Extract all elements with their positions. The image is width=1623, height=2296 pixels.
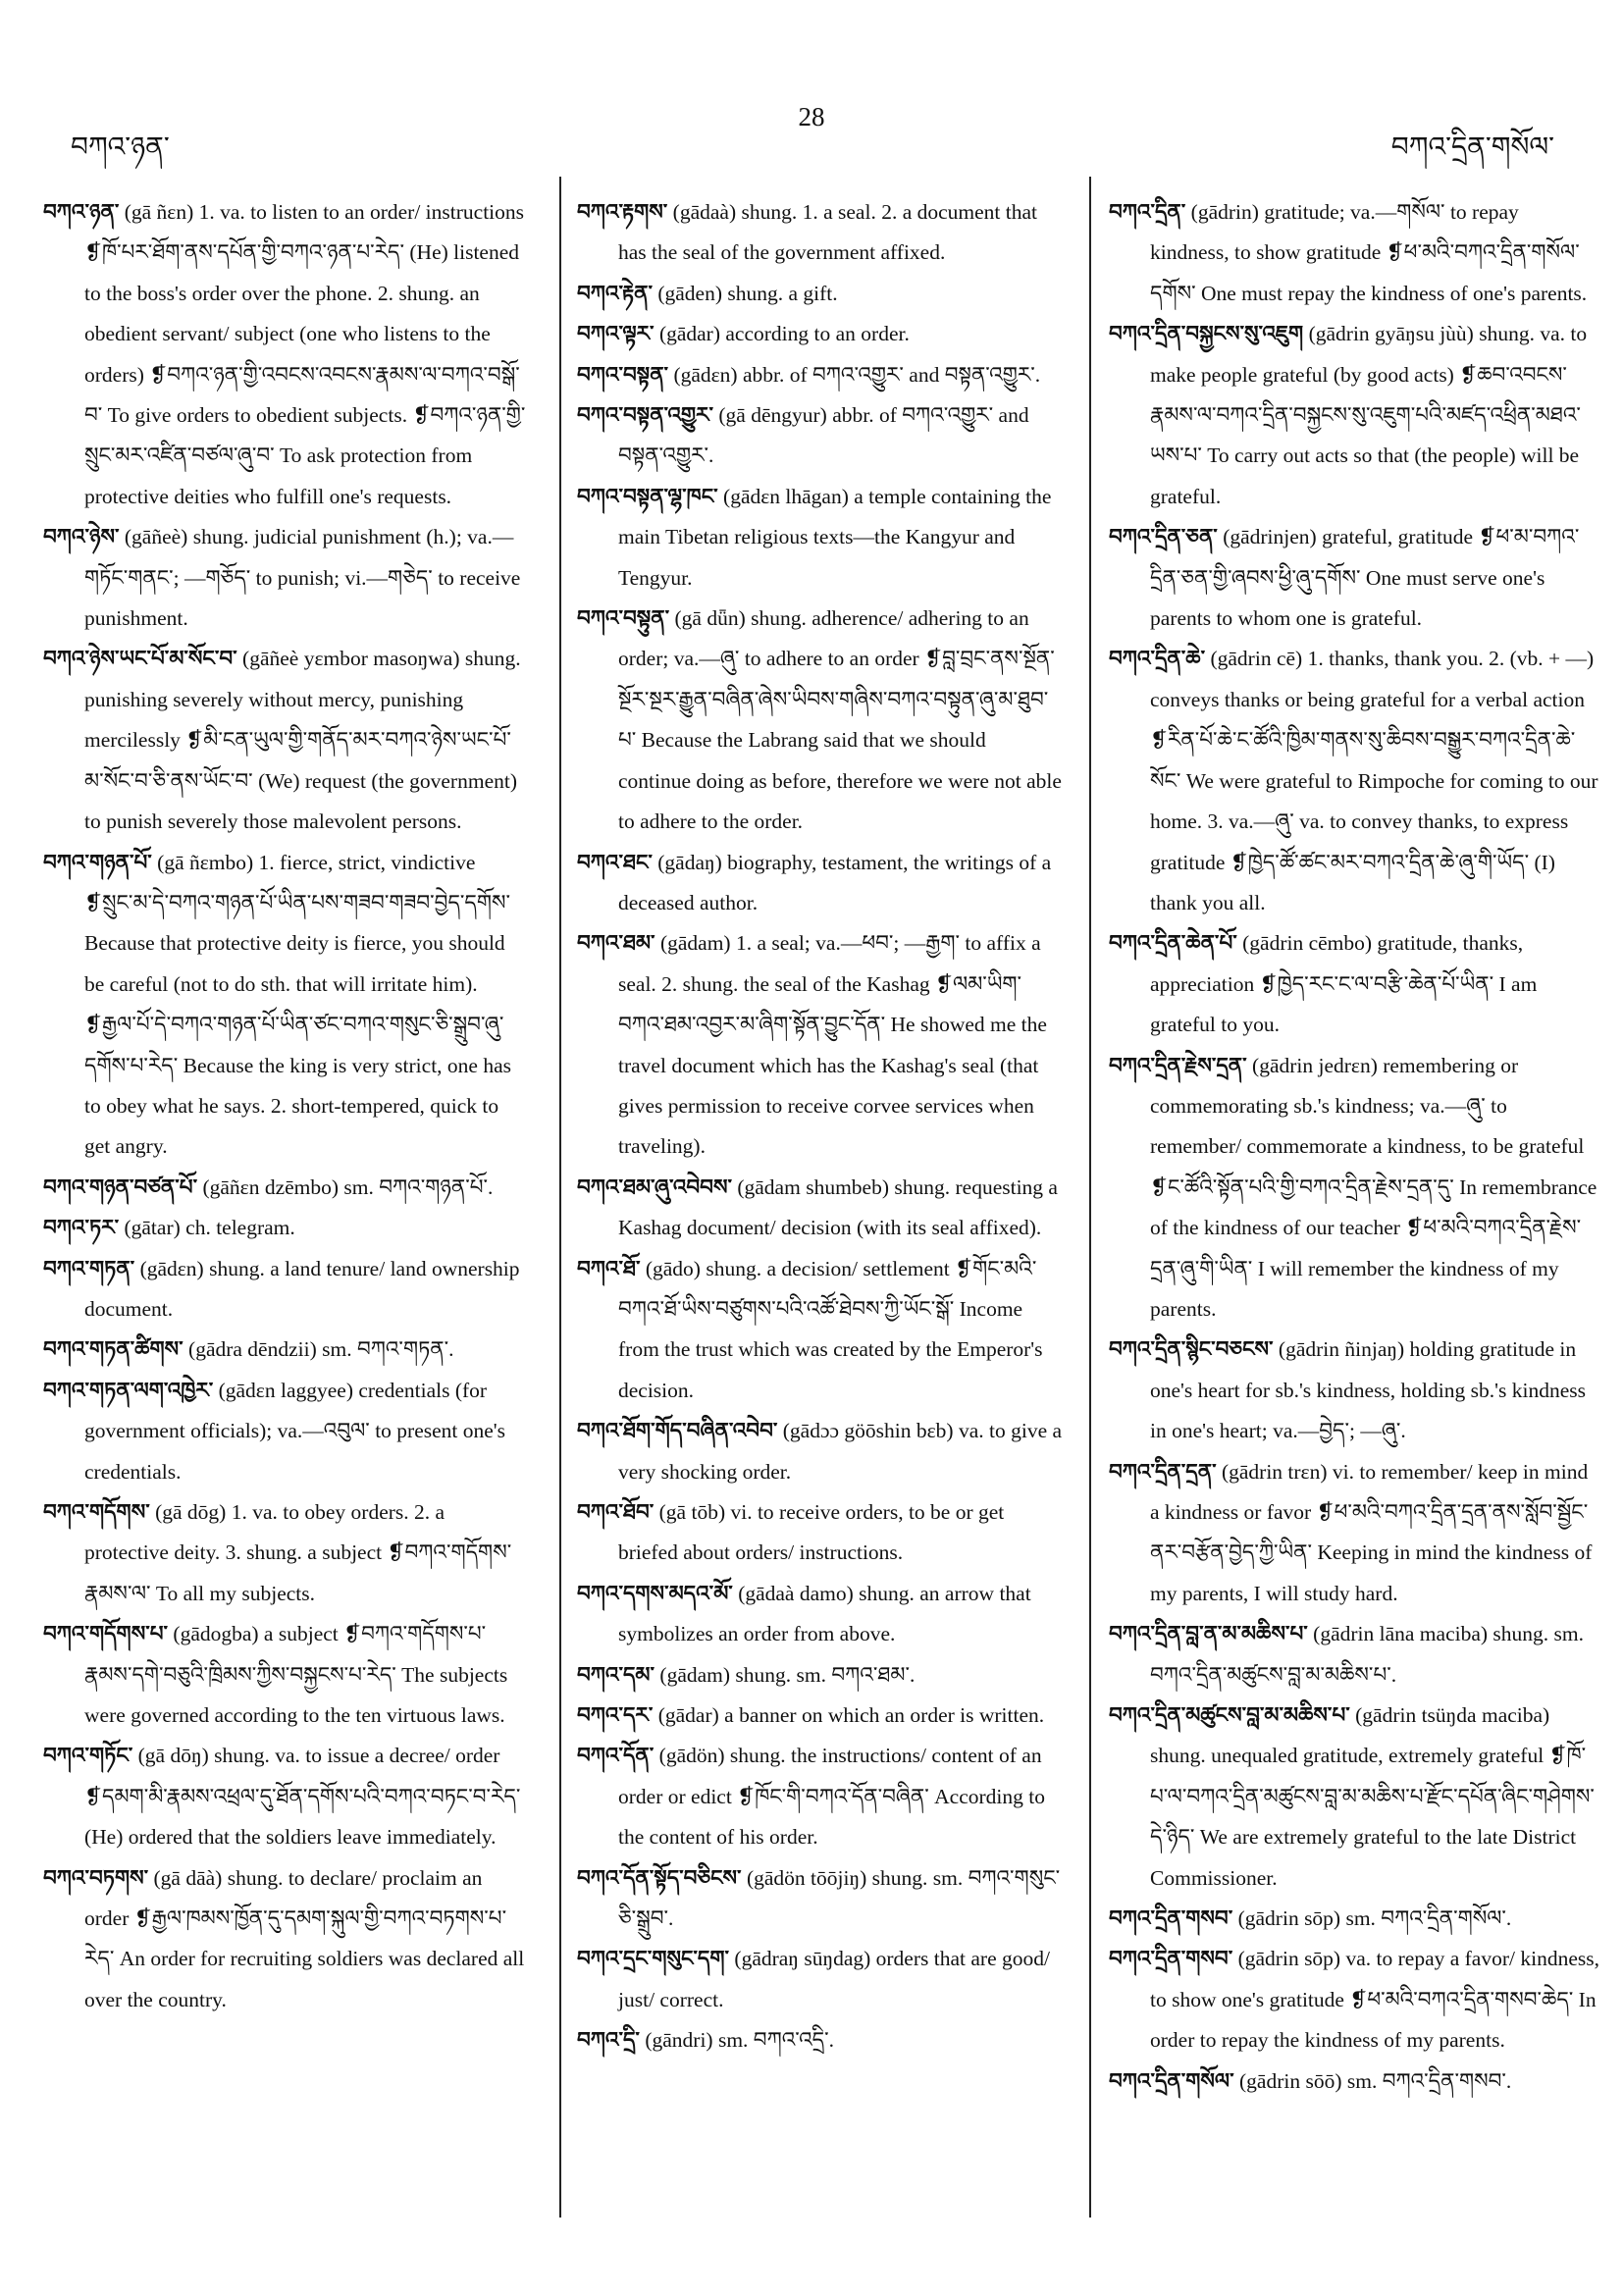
entry-headword: བཀའ་དོན་སྟོད་བཅིངས་ — [577, 1865, 742, 1891]
entry-definition: (gādrin trɛn) vi. to remember/ keep in mind a kindness or favor ❡ཕ་མའི་བཀའ་དྲིན་དྲན་ནས་སློབ་སྦྱོང་ནར་བརྩོན་བྱེད་ཀྱི་ཡིན་ Keeping in mind the kindness of my parents, I will study hard. — [1150, 1459, 1593, 1605]
dictionary-entry — [577, 1574, 1063, 1655]
entry-definition: (gādön tōōjiŋ) shung. sm. བཀའ་གསུང་ཅི་སྒྲུབ་. — [618, 1865, 1061, 1931]
dictionary-entry — [1109, 2061, 1599, 2102]
column-3 — [1109, 192, 1599, 2102]
entry-definition: (gādogba) a subject ❡བཀའ་གདོགས་པ་རྣམས་དགེ་བཅུའི་ཁྲིམས་ཀྱིས་བསྐྱངས་པ་རེད་ The subjects were governed according to the ten virtuous laws. — [84, 1622, 508, 1728]
entry-headword: བཀའ་བསྟན་ — [577, 362, 669, 388]
entry-headword: བཀའ་ཐོག་གོད་བཞིན་འབེབ་ — [577, 1419, 778, 1444]
entry-definition: (gādra dēndzii) sm. བཀའ་གཏན་. — [188, 1337, 454, 1362]
entry-headword: བཀའ་དྲི་ — [577, 2028, 640, 2054]
dictionary-entry — [43, 1371, 529, 1492]
entry-definition: (gādrin gyāŋsu jùù) shung. va. to make people grateful (by good acts) ❡ཆབ་འབངས་རྣམས་ལ་བཀའ་དྲིན་བསྐྱངས་སུ་འཇུག་པའི་མཛད་འཕྲིན་མཐའ་ཡས་པ་ To carry out acts so that (the people) will be grateful. — [1150, 322, 1588, 508]
entry-definition: (gādraŋ sūŋdag) orders that are good/ just/ correct. — [618, 1947, 1050, 2011]
dictionary-entry — [43, 517, 529, 639]
entry-headword: བཀའ་ཐོབ་ — [577, 1500, 654, 1525]
dictionary-entry — [43, 1614, 529, 1736]
entry-definition: (gādɛn) shung. a land tenure/ land ownership document. — [84, 1256, 520, 1321]
page-number: 28 — [798, 102, 825, 131]
entry-definition: (gādaà) shung. 1. a seal. 2. a document that has the seal of the government affixed. — [618, 200, 1038, 265]
dictionary-entry — [577, 355, 1063, 395]
dictionary-entry — [577, 274, 1063, 314]
entry-definition: (gādɛn) abbr. of བཀའ་འགྱུར་ and བསྟན་འགྱུར་. — [673, 362, 1041, 387]
entry-definition: (gādrin ñinjaŋ) holding gratitude in one's heart for sb.'s kindness, holding sb.'s kindness in one's heart; va.—བྱེད་; —ཞུ་. — [1150, 1337, 1586, 1443]
dictionary-entry — [577, 1696, 1063, 1736]
entry-definition: (gāñeè yɛmbor masoŋwa) shung. punishing severely without mercy, punishing mercilessly ❡མི་ངན་ཡུལ་གྱི་གནོད་མར་བཀའ་ཉེས་ཡང་པོ་མ་སོང་བ་ཅི་ནས་ཡོང་བ་ (We) request (the government) to punish severely those malevolent persons. — [84, 647, 521, 834]
entry-definition: (gādrin lāna maciba) shung. sm. བཀའ་དྲིན་མཚུངས་བླ་མ་མཆིས་པ་. — [1150, 1622, 1584, 1687]
entry-headword: བཀའ་གཏན་ — [43, 1256, 135, 1281]
entry-definition: (gādɛn laggyee) credentials (for government officials); va.—འབུལ་ to present one's credentials. — [84, 1378, 506, 1484]
entry-definition: (gādaŋ) biography, testament, the writings of a deceased author. — [618, 850, 1052, 914]
dictionary-entry — [43, 1208, 529, 1248]
entry-headword: བཀའ་ཐོ་ — [577, 1256, 641, 1281]
dictionary-entry — [577, 1655, 1063, 1696]
entry-definition: (gādrin sōp) sm. བཀའ་དྲིན་གསོལ་. — [1237, 1906, 1512, 1931]
entry-headword: བཀའ་དྲིན་ཆེ་ — [1109, 647, 1206, 672]
dictionary-entry — [1109, 517, 1599, 639]
entry-headword: བཀའ་ཐམ་ — [577, 931, 655, 957]
entry-headword: བཀའ་བསྟུན་ — [577, 606, 670, 632]
dictionary-entry — [577, 1168, 1063, 1249]
dictionary-entry — [577, 1858, 1063, 1940]
entry-headword: བཀའ་ལྟར་ — [577, 322, 654, 347]
dictionary-entry — [1109, 639, 1599, 923]
entry-headword: བཀའ་གདོགས་ — [43, 1500, 150, 1525]
dictionary-entry — [43, 639, 529, 842]
entry-definition: (gādrinjen) grateful, gratitude ❡ཕ་མ་བཀའ་དྲིན་ཅན་གྱི་ཞབས་ཕྱི་ཞུ་དགོས་ One must serve one's parents to whom one is grateful. — [1150, 525, 1580, 631]
entry-definition: (gā dōg) 1. va. to obey orders. 2. a protective deity. 3. shung. a subject ❡བཀའ་གདོགས་རྣམས་ལ་ To all my subjects. — [84, 1500, 512, 1605]
dictionary-entry — [577, 1736, 1063, 1857]
entry-definition: (gādam) 1. a seal; va.—ཕབ་; —རྒྱག་ to affix a seal. 2. shung. the seal of the Kashag ❡ལམ་ཡིག་བཀའ་ཐམ་འབྱར་མ་ཞིག་སྟོན་བྱུང་དོན་ He showed me the travel document which has the Kashag's seal (that gives permission to receive corvee services when traveling). — [618, 931, 1047, 1159]
entry-headword: བཀའ་དྲིན་རྗེས་དྲན་ — [1109, 1053, 1247, 1078]
entry-definition: (gāden) shung. a gift. — [657, 281, 838, 305]
dictionary-entry — [43, 1330, 529, 1370]
dictionary-entry — [577, 395, 1063, 477]
entry-definition: (gāndri) sm. བཀའ་འདྲི་. — [645, 2028, 835, 2053]
entry-definition: (gā dōŋ) shung. va. to issue a decree/ order ❡དམག་མི་རྣམས་འཕྲལ་དུ་ཐོན་དགོས་པའི་བཀའ་བཏང་བ་རེད་ (He) ordered that the soldiers leave immediately. — [84, 1744, 521, 1850]
dictionary-entry — [43, 1492, 529, 1614]
entry-headword: བཀའ་དྲིན་གསབ་ — [1109, 1906, 1233, 1932]
dictionary-entry — [43, 1249, 529, 1331]
dictionary-entry — [577, 2020, 1063, 2061]
entry-definition: (gādar) a banner on which an order is written. — [657, 1703, 1045, 1728]
dictionary-entry — [577, 843, 1063, 924]
entry-headword: བཀའ་ཉེས་ — [43, 525, 120, 550]
entry-definition: (gādön) shung. the instructions/ content of an order or edict ❡ཁོང་གི་བཀའ་དོན་བཞིན་ According to the content of his order. — [618, 1744, 1046, 1850]
entry-definition: (gāñɛn dzēmbo) sm. བཀའ་གཉན་པོ་. — [202, 1174, 494, 1199]
entry-definition: (gādam) shung. sm. བཀའ་ཐམ་. — [659, 1662, 916, 1687]
dictionary-entry — [577, 477, 1063, 599]
entry-definition: (gādɛn lhāgan) a temple containing the main Tibetan religious texts—the Kangyur and Tengyur. — [618, 484, 1052, 590]
entry-headword: བཀའ་ཐང་ — [577, 850, 653, 875]
entry-headword: བཀའ་དྲིན་བླ་ན་མ་མཆིས་པ་ — [1109, 1622, 1308, 1647]
entry-headword: བཀའ་ཏར་ — [43, 1216, 120, 1241]
dictionary-entry — [1109, 1696, 1599, 1899]
dictionary-entry — [577, 314, 1063, 354]
entry-definition: (gā dāà) shung. to declare/ proclaim an order ❡རྒྱལ་ཁམས་ཁྱོན་དུ་དམག་སྐུལ་གྱི་བཀའ་བཏགས་པ་རེད་ An order for recruiting soldiers was declared all over the country. — [84, 1865, 525, 2011]
entry-definition: (gādɔɔ göōshin bɛb) va. to give a very shocking order. — [618, 1419, 1063, 1484]
entry-definition: (gā tōb) vi. to receive orders, to be or get briefed about orders/ instructions. — [618, 1500, 1005, 1565]
entry-headword: བཀའ་དྲིན་གསོལ་ — [1109, 2068, 1234, 2094]
entry-headword: བཀའ་རྟེན་ — [577, 281, 653, 306]
dictionary-entry — [1109, 1452, 1599, 1615]
entry-definition: (gādrin sōō) sm. བཀའ་དྲིན་གསབ་. — [1239, 2068, 1512, 2093]
entry-headword: བཀའ་དགས་མདའ་མོ་ — [577, 1581, 733, 1606]
dictionary-entry — [1109, 314, 1599, 517]
dictionary-entry — [43, 843, 529, 1168]
page-header-left: བཀའ་ཉན་ — [71, 132, 170, 163]
entry-definition: (gādam shumbeb) shung. requesting a Kashag document/ decision (with its seal affixed). — [618, 1174, 1058, 1240]
entry-definition: (gā dǖn) shung. adherence/ adhering to an order; va.—ཞུ་ to adhere to an order ❡བླ་བྲང་ནས་སྔོན་སྔོར་སྔར་རྒྱུན་བཞིན་ཞེས་ཡིབས་གཞིས་བཀའ་བསྟུན་ཞུ་མ་ཐུབ་པ་ Because the Labrang said that we should continue doing as before, therefore we were not able to adhere to the order. — [618, 606, 1062, 834]
entry-headword: བཀའ་དྲིན་མཚུངས་བླ་མ་མཆིས་པ་ — [1109, 1703, 1350, 1729]
dictionary-entry — [43, 1736, 529, 1857]
entry-headword: བཀའ་དྲང་གསུང་དག་ — [577, 1947, 730, 1972]
entry-definition: (gādo) shung. a decision/ settlement ❡གོང་མའི་བཀའ་ཐོ་ཡིས་བཙུགས་པའི་འཚོ་ཐེབས་ཀྱི་ཡོང་སྒོ་ Income from the trust which was created by the Emperor's decision. — [618, 1256, 1043, 1402]
entry-headword: བཀའ་དམ་ — [577, 1662, 655, 1688]
entry-definition: (gā dēngyur) abbr. of བཀའ་འགྱུར་ and བསྟན་འགྱུར་. — [618, 403, 1029, 468]
dictionary-entry — [1109, 192, 1599, 314]
entry-definition: (gādrin cēmbo) gratitude, thanks, appreciation ❡ཁྱེད་རང་ང་ལ་བརྩི་ཆེན་པོ་ཡིན་ I am grateful to you. — [1150, 931, 1538, 1037]
entry-headword: བཀའ་གཏན་ཚིགས་ — [43, 1337, 183, 1363]
entry-headword: བཀའ་དྲིན་ཆེན་པོ་ — [1109, 931, 1237, 957]
dictionary-entry — [43, 192, 529, 517]
dictionary-entry — [1109, 1046, 1599, 1331]
entry-headword: བཀའ་ཐམ་ཞུ་འབེབས་ — [577, 1174, 732, 1200]
entry-headword: བཀའ་དྲིན་བསྐྱངས་སུ་འཇུག — [1109, 322, 1304, 347]
entry-definition: (gādrin tsüŋda maciba) shung. unequaled gratitude, extremely grateful ❡ཁོ་པ་ལ་བཀའ་དྲིན་མཚུངས་བླ་མ་མཆིས་པ་རྫོང་དཔོན་ཞིང་གཤེགས་དེ་ཉིད་ We are extremely grateful to the late District Commissioner. — [1150, 1703, 1595, 1890]
entry-headword: བཀའ་རྟགས་ — [577, 200, 668, 225]
dictionary-entry — [1109, 1899, 1599, 1939]
entry-definition: (gādrin jedrɛn) remembering or commemorating sb.'s kindness; va.—ཞུ་ to remember/ commemorate a kindness, to be grateful ❡ང་ཚོའི་སྟོན་པའི་གྱི་བཀའ་དྲིན་རྗེས་དྲན་དུ་ In remembrance of the kindness of our teacher ❡ཕ་མའི་བཀའ་དྲིན་རྗེས་དྲན་ཞུ་གི་ཡིན་ I will remember the kindness of my parents. — [1150, 1053, 1597, 1321]
dictionary-entry — [577, 1249, 1063, 1412]
entry-definition: (gādrin) gratitude; va.—གསོལ་ to repay kindness, to show gratitude ❡ཕ་མའི་བཀའ་དྲིན་གསོལ་དགོས་ One must repay the kindness of one's parents. — [1150, 200, 1588, 305]
entry-definition: (gā ñɛmbo) 1. fierce, strict, vindictive ❡སྲུང་མ་དེ་བཀའ་གཉན་པོ་ཡིན་པས་གཟབ་གཟབ་བྱེད་དགོས་ Because that protective deity is fierce, you should be careful (not to do sth. that will irritate him). ❡རྒྱལ་པོ་དེ་བཀའ་གཉན་པོ་ཡིན་ཙང་བཀའ་གསུང་ཅི་སྒྲུབ་ཞུ་དགོས་པ་རེད་ Because the king is very strict, one has to obey what he says. 2. short-tempered, quick to get angry. — [84, 850, 511, 1159]
column-2 — [577, 192, 1063, 2061]
dictionary-entry — [43, 1858, 529, 2021]
entry-headword: བཀའ་གཏན་ལག་འཁྱེར་ — [43, 1378, 214, 1403]
entry-headword: བཀའ་དར་ — [577, 1703, 654, 1729]
dictionary-entry — [577, 1939, 1063, 2020]
dictionary-entry — [577, 599, 1063, 842]
entry-definition: (gādrin sōp) va. to repay a favor/ kindness, to show one's gratitude ❡ཕ་མའི་བཀའ་དྲིན་གསབ་ཆེད་ In order to repay the kindness of my parents. — [1150, 1947, 1599, 2053]
entry-headword: བཀའ་གཏོང་ — [43, 1744, 133, 1769]
page-header-right: བཀའ་དྲིན་གསོལ་ — [1390, 132, 1554, 163]
dictionary-entry — [1109, 923, 1599, 1045]
entry-definition: (gādaà damo) shung. an arrow that symbolizes an order from above. — [618, 1581, 1031, 1646]
entry-headword: བཀའ་དྲིན་ — [1109, 200, 1186, 225]
entry-definition: (gā ñɛn) 1. va. to listen to an order/ instructions ❡ཁོ་པར་ཐོག་ནས་དཔོན་གྱི་བཀའ་ཉན་པ་རེད་ (He) listened to the boss's order over the phone. 2. shung. an obedient servant/ subject (one who listens to the orders) ❡བཀའ་ཉན་གྱི་འབངས་འབངས་རྣམས་ལ་བཀའ་བསྒོ་བ་ To give orders to obedient subjects. ❡བཀའ་ཉན་གྱི་སྲུང་མར་འཛིན་བཙལ་ཞུ་བ་ To ask protection from protective deities who fulfill one's requests. — [84, 200, 526, 508]
entry-headword: བཀའ་དྲིན་གསབ་ — [1109, 1947, 1233, 1972]
entry-headword: བཀའ་གཉན་པོ་ — [43, 850, 152, 875]
entry-headword: བཀའ་གཉན་བཙན་པོ་ — [43, 1174, 198, 1200]
column-rule-2 — [1089, 177, 1091, 2218]
entry-definition: (gāñeè) shung. judicial punishment (h.); va.—གཏོང་གནང་; —གཅོད་ to punish; vi.—གཅེད་ to receive punishment. — [84, 525, 521, 631]
entry-headword: བཀའ་ཉན་ — [43, 200, 120, 225]
entry-headword: བཀའ་དྲིན་ཅན་ — [1109, 525, 1218, 550]
entry-definition: (gātar) ch. telegram. — [124, 1216, 295, 1240]
entry-headword: བཀའ་བསྟན་ལྷ་ཁང་ — [577, 484, 718, 509]
entry-headword: བཀའ་བསྟན་འགྱུར་ — [577, 403, 713, 429]
dictionary-entry — [577, 1411, 1063, 1492]
column-1 — [43, 192, 529, 2020]
dictionary-entry — [577, 192, 1063, 274]
dictionary-entry — [1109, 1330, 1599, 1451]
entry-headword: བཀའ་ཉེས་ཡང་པོ་མ་སོང་བ་ — [43, 647, 237, 672]
dictionary-entry — [1109, 1614, 1599, 1696]
dictionary-entry — [577, 1492, 1063, 1574]
entry-definition: (gādar) according to an order. — [658, 322, 910, 346]
column-rule-1 — [559, 177, 561, 2218]
dictionary-entry — [43, 1168, 529, 1208]
entry-headword: བཀའ་དྲིན་དྲན་ — [1109, 1459, 1217, 1485]
entry-definition: (gādrin cē) 1. thanks, thank you. 2. (vb. + —) conveys thanks or being grateful for a verbal action ❡རིན་པོ་ཆེ་ང་ཚོའི་ཁྱིམ་གནས་སུ་ཆིབས་བསྒྱུར་བཀའ་དྲིན་ཆེ་སོང་ We were grateful to Rimpoche for coming to our home. 3. va.—ཞུ་ va. to convey thanks, to express gratitude ❡ཁྱེད་ཚོ་ཚང་མར་བཀའ་དྲིན་ཆེ་ཞུ་གི་ཡོད་ (I) thank you all. — [1150, 647, 1598, 914]
entry-headword: བཀའ་དོན་ — [577, 1744, 654, 1769]
entry-headword: བཀའ་དྲིན་སྙིང་བཅངས་ — [1109, 1337, 1274, 1363]
entry-headword: བཀའ་གདོགས་པ་ — [43, 1622, 169, 1647]
dictionary-entry — [1109, 1939, 1599, 2061]
dictionary-entry — [577, 923, 1063, 1167]
entry-headword: བཀའ་བཏགས་ — [43, 1865, 149, 1891]
